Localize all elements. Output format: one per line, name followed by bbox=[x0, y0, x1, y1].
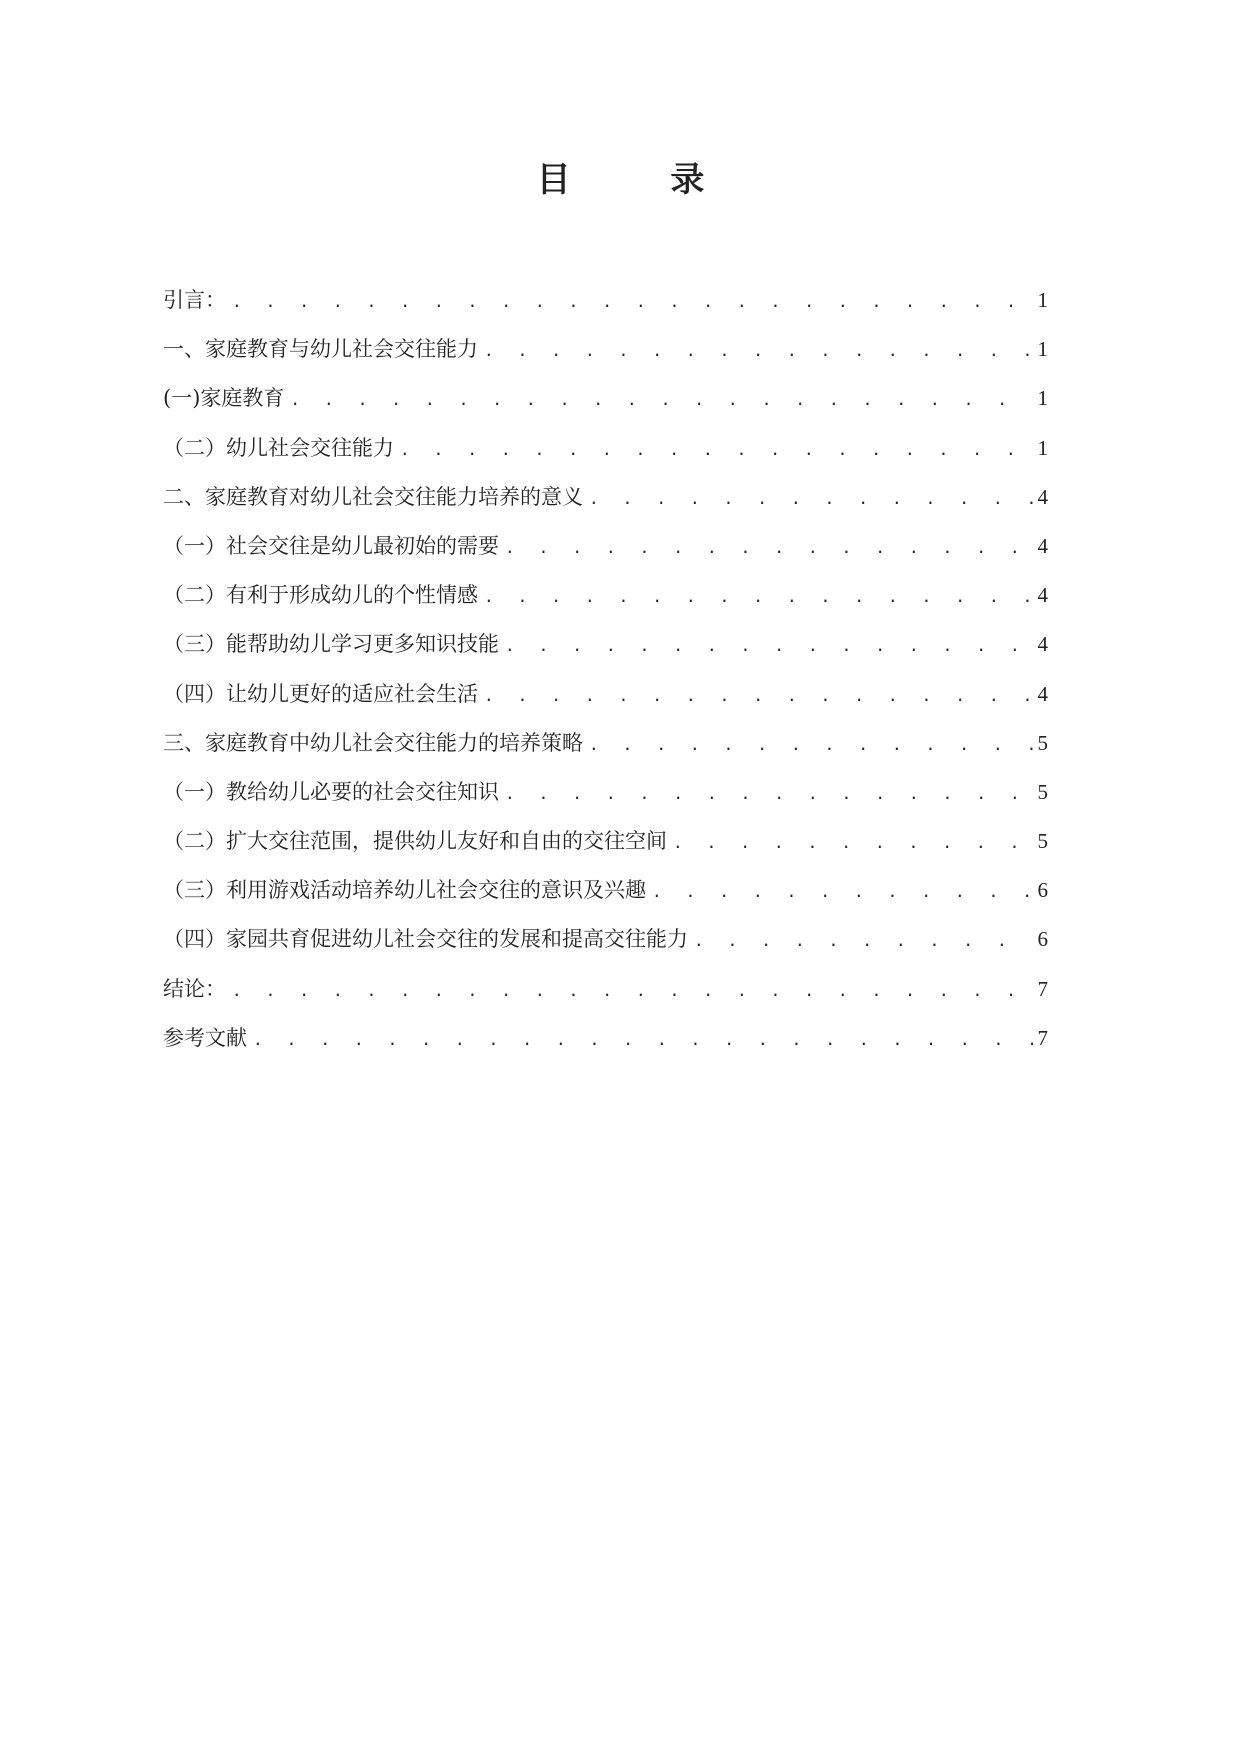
toc-entry-page: 5 bbox=[1037, 779, 1048, 804]
toc-entry-title: （一）教给幼儿必要的社会交往知识 bbox=[163, 779, 499, 804]
toc-entry-page: 6 bbox=[1037, 878, 1048, 903]
toc-entry-page: 7 bbox=[1037, 976, 1048, 1001]
toc-dot-leader bbox=[484, 336, 1034, 366]
toc-entry-page: 4 bbox=[1037, 484, 1048, 509]
page-title: 目 录 bbox=[536, 160, 749, 200]
toc-dot-leader bbox=[505, 779, 1034, 809]
toc-dot-leader bbox=[253, 1025, 1034, 1055]
toc-entry-section-2-3[interactable] bbox=[163, 629, 1048, 678]
toc-entry-section-3-2[interactable] bbox=[163, 826, 1048, 875]
toc-entry-page: 1 bbox=[1037, 386, 1048, 411]
toc-entry-section-2-4[interactable] bbox=[163, 679, 1048, 728]
toc-entry-section-3-3[interactable] bbox=[163, 875, 1048, 924]
toc-entry-page: 1 bbox=[1037, 337, 1048, 362]
toc-entry-section-3[interactable] bbox=[163, 728, 1048, 777]
toc-entry-title: 一、家庭教育与幼儿社会交往能力 bbox=[163, 337, 478, 362]
toc-entry-title: （二）幼儿社会交往能力 bbox=[163, 435, 394, 460]
toc-dot-leader bbox=[505, 631, 1034, 661]
toc-entry-references[interactable] bbox=[163, 1023, 1048, 1072]
toc-dot-leader bbox=[652, 877, 1034, 907]
toc-dot-leader bbox=[589, 484, 1034, 514]
toc-entry-page: 1 bbox=[1037, 435, 1048, 460]
toc-entry-conclusion[interactable] bbox=[163, 974, 1048, 1023]
toc-entry-section-2-2[interactable] bbox=[163, 580, 1048, 629]
toc-entry-title: （三）利用游戏活动培养幼儿社会交往的意识及兴趣 bbox=[163, 878, 646, 903]
toc-entry-section-3-1[interactable] bbox=[163, 777, 1048, 826]
toc-entry-title: 三、家庭教育中幼儿社会交往能力的培养策略 bbox=[163, 730, 583, 755]
toc-entry-title: （二）有利于形成幼儿的个性情感 bbox=[163, 583, 478, 608]
toc-dot-leader bbox=[589, 730, 1034, 760]
toc-entry-title: (一)家庭教育 bbox=[163, 386, 285, 411]
toc-dot-leader bbox=[694, 926, 1034, 956]
toc-entry-title: （三）能帮助幼儿学习更多知识技能 bbox=[163, 632, 499, 657]
toc-entry-page: 1 bbox=[1037, 288, 1048, 312]
toc-entry-section-1[interactable] bbox=[163, 334, 1048, 383]
toc-entry-section-2[interactable] bbox=[163, 482, 1048, 531]
toc-dot-leader bbox=[290, 385, 1033, 415]
toc-entry-page: 4 bbox=[1037, 681, 1048, 706]
toc-dot-leader bbox=[673, 828, 1034, 858]
toc-entry-title: （二）扩大交往范围，提供幼儿友好和自由的交往空间 bbox=[163, 829, 667, 854]
table-of-contents bbox=[163, 285, 1048, 1072]
toc-dot-leader bbox=[232, 287, 1034, 317]
toc-entry-section-2-1[interactable] bbox=[163, 531, 1048, 580]
toc-dot-leader bbox=[484, 582, 1034, 612]
toc-entry-section-3-4[interactable] bbox=[163, 924, 1048, 973]
toc-entry-preface[interactable] bbox=[163, 285, 1048, 334]
toc-dot-leader bbox=[400, 435, 1034, 465]
toc-dot-leader bbox=[505, 533, 1034, 563]
toc-entry-title: （四）让幼儿更好的适应社会生活 bbox=[163, 681, 478, 706]
toc-entry-page: 5 bbox=[1037, 829, 1048, 854]
toc-entry-page: 7 bbox=[1037, 1025, 1048, 1050]
toc-entry-title: （一）社会交往是幼儿最初始的需要 bbox=[163, 533, 499, 558]
toc-entry-page: 4 bbox=[1037, 632, 1048, 657]
toc-entry-page: 4 bbox=[1037, 583, 1048, 608]
toc-entry-page: 5 bbox=[1037, 730, 1048, 755]
toc-entry-title: 二、家庭教育对幼儿社会交往能力培养的意义 bbox=[163, 484, 583, 509]
toc-dot-leader bbox=[484, 681, 1034, 711]
toc-entry-page: 4 bbox=[1037, 533, 1048, 558]
toc-entry-title: 引言： bbox=[163, 288, 226, 312]
toc-dot-leader bbox=[232, 976, 1034, 1006]
toc-entry-title: 参考文献 bbox=[163, 1025, 247, 1050]
toc-entry-title: 结论： bbox=[163, 976, 226, 1001]
toc-entry-section-1-1[interactable] bbox=[163, 383, 1048, 432]
toc-entry-title: （四）家园共育促进幼儿社会交往的发展和提高交往能力 bbox=[163, 927, 688, 952]
toc-entry-section-1-2[interactable] bbox=[163, 433, 1048, 482]
toc-entry-page: 6 bbox=[1037, 927, 1048, 952]
